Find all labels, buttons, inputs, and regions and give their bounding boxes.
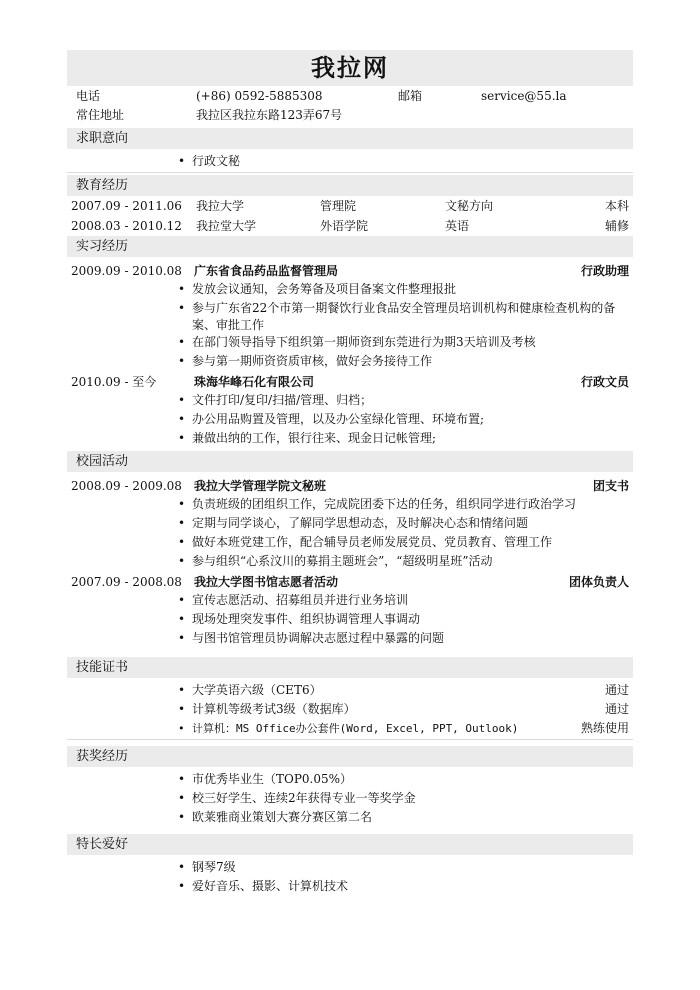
education-row: 2007.09 - 2011.06 我拉大学 管理院 文秘方向 本科 <box>71 199 629 213</box>
section-awards: 获奖经历 <box>67 746 633 767</box>
list-item: • 爱好音乐、摄影、计算机技术 <box>178 879 349 893</box>
list-item: • 办公用品购置及管理，以及办公室绿化管理、环境布置; <box>178 412 485 426</box>
list-item: • 宣传志愿活动、招募组员并进行业务培训 <box>178 593 409 607</box>
bullet-icon: • <box>178 879 186 893</box>
bullet-icon: • <box>178 702 186 716</box>
bullet-icon: • <box>178 791 186 805</box>
list-item: • 发放会议通知，会务筹备及项目备案文件整理报批 <box>178 282 457 296</box>
section-hobbies: 特长爱好 <box>67 834 633 855</box>
list-item: • 文件打印/复印/扫描/管理、归档； <box>178 393 373 407</box>
bullet-icon: • <box>178 393 186 407</box>
bullet-icon: • <box>178 810 186 824</box>
list-item: • 市优秀毕业生（TOP0.05%） <box>178 772 353 786</box>
list-item: • 计算机：MS Office办公套件(Word, Excel, PPT, Outlook) 熟练使用 <box>178 721 629 735</box>
section-education: 教育经历 <box>67 175 633 196</box>
list-item: • 行政文秘 <box>178 154 241 168</box>
list-item: • 定期与同学谈心，了解同学思想动态，及时解决心态和情绪问题 <box>178 516 529 530</box>
contact-row-address <box>67 107 633 126</box>
list-item: • 在部门领导指导下组织第一期师资到东莞进行为期3天培训及考核 <box>178 335 536 349</box>
bullet-icon: • <box>178 516 186 530</box>
bullet-icon: • <box>178 335 186 349</box>
address-label: 常住地址 <box>76 108 125 122</box>
email-value: service@55.la <box>481 89 567 103</box>
bullet-icon: • <box>178 412 186 426</box>
experience-header: 2010.09 - 至今 珠海华峰石化有限公司 行政文员 <box>71 375 629 389</box>
bullet-icon: • <box>178 631 186 645</box>
list-item: • 欧莱雅商业策划大赛分赛区第二名 <box>178 810 373 824</box>
list-item: • 钢琴7级 <box>178 860 236 874</box>
bullet-icon: • <box>178 301 186 315</box>
section-campus: 校园活动 <box>67 451 633 472</box>
section-internship: 实习经历 <box>67 236 633 257</box>
list-item: • 参与第一期师资资质审核，做好会务接待工作 <box>178 354 433 368</box>
bullet-icon: • <box>178 612 186 626</box>
bullet-icon: • <box>178 535 186 549</box>
bullet-icon: • <box>178 772 186 786</box>
contact-row-phone <box>67 88 633 107</box>
bullet-icon: • <box>178 497 186 511</box>
education-row: 2008.03 - 2010.12 我拉堂大学 外语学院 英语 辅修 <box>71 219 629 233</box>
list-item: • 校三好学生、连续2年获得专业一等奖学金 <box>178 791 416 805</box>
list-item: • 大学英语六级（CET6） 通过 <box>178 683 629 697</box>
list-item: • 计算机等级考试3级（数据库） 通过 <box>178 702 629 716</box>
list-item: • 做好本班党建工作，配合辅导员老师发展党员、党员教育、管理工作 <box>178 535 553 549</box>
list-item: • 现场处理突发事件、组织协调管理人事调动 <box>178 612 421 626</box>
list-item: • 负责班级的团组织工作，完成院团委下达的任务，组织同学进行政治学习 <box>178 497 577 511</box>
list-item: • 参与组织“心系汶川的募捐主题班会”，“超级明星班”活动 <box>178 554 493 568</box>
resume-title: 我拉网 <box>67 50 633 86</box>
bullet-icon: • <box>178 683 186 697</box>
address-value: 我拉区我拉东路123弄67号 <box>196 108 343 122</box>
bullet-icon: • <box>178 354 186 368</box>
email-label: 邮箱 <box>398 89 423 103</box>
list-item: • 参与广东省22个市第一期餐饮行业食品安全管理员培训机构和健康检查机构的备案、审批工作 <box>178 301 616 332</box>
phone-value: (+86) 0592-5885308 <box>196 89 323 103</box>
experience-header: 2008.09 - 2009.08 我拉大学管理学院文秘班 团支书 <box>71 479 629 493</box>
bullet-icon: • <box>178 431 186 445</box>
experience-header: 2009.09 - 2010.08 广东省食品药品监督管理局 行政助理 <box>71 264 629 278</box>
section-objective: 求职意向 <box>67 128 633 149</box>
resume-page <box>67 50 633 897</box>
list-item: • 与图书馆管理员协调解决志愿过程中暴露的问题 <box>178 631 445 645</box>
bullet-icon: • <box>178 722 185 735</box>
bullet-icon: • <box>178 593 186 607</box>
bullet-icon: • <box>178 282 186 296</box>
bullet-icon: • <box>178 554 186 568</box>
phone-label: 电话 <box>76 89 101 103</box>
section-skills: 技能证书 <box>67 657 633 678</box>
list-item: • 兼做出纳的工作，银行往来、现金日记帐管理; <box>178 431 437 445</box>
experience-header: 2007.09 - 2008.08 我拉大学图书馆志愿者活动 团体负责人 <box>71 575 629 589</box>
bullet-icon: • <box>178 860 186 874</box>
bullet-icon: • <box>178 154 186 168</box>
